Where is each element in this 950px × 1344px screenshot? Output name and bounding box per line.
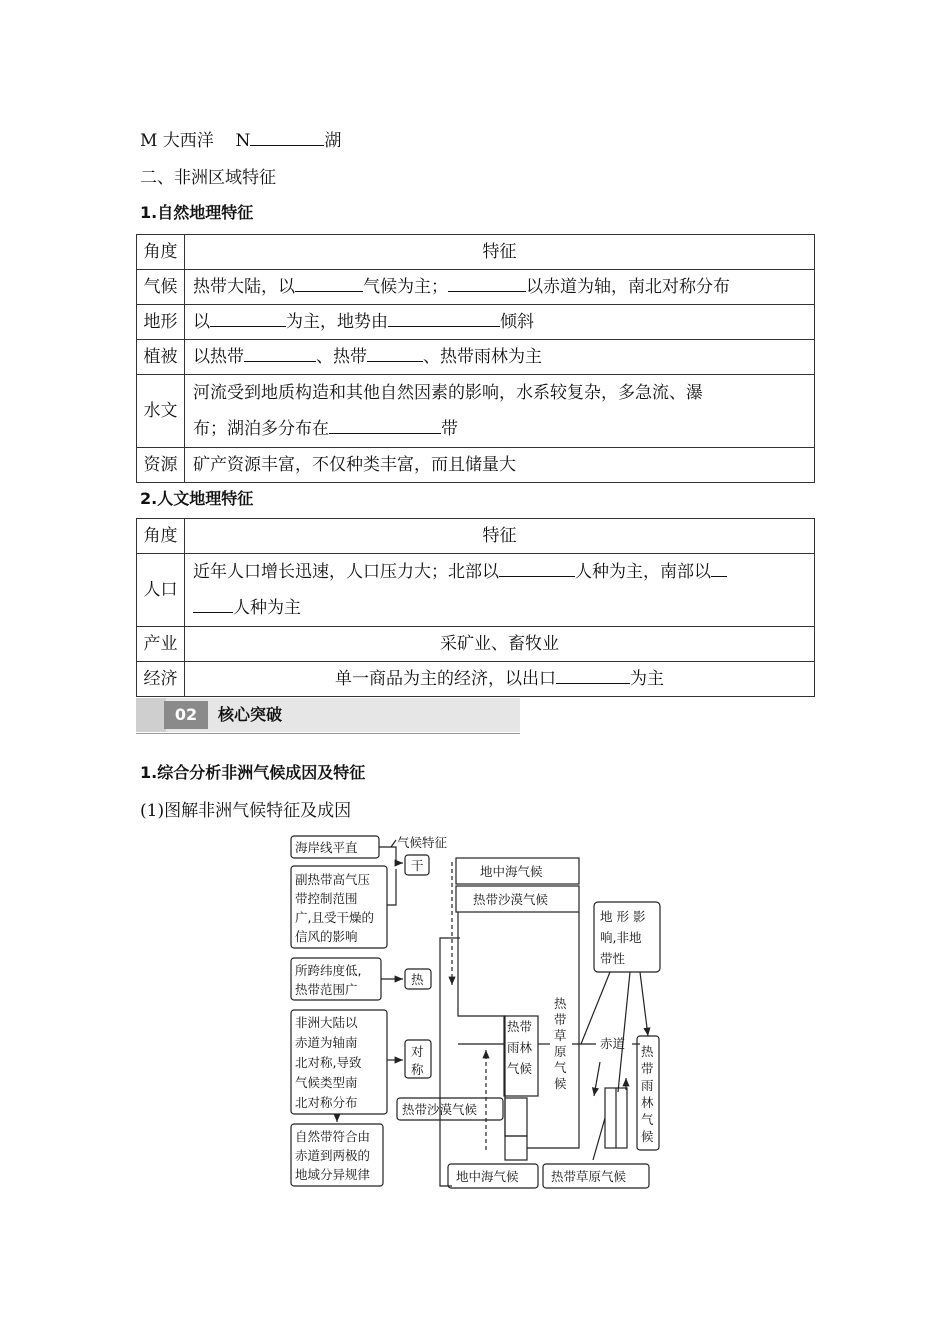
ocean-m-label: M 大西洋 <box>140 131 214 151</box>
savanna-mid-char: 草 <box>554 1028 567 1043</box>
lake-n-prefix: N <box>235 131 251 151</box>
rainforest-mid-line: 热带 <box>507 1019 533 1034</box>
subtropic-line: 带控制范围 <box>295 891 358 906</box>
desert-bot: 热带沙漠气候 <box>402 1102 478 1117</box>
savanna-mid-char: 候 <box>554 1076 567 1091</box>
terrain-line: 带性 <box>600 951 626 966</box>
vegetation-label: 植被 <box>137 340 185 375</box>
text: 、热带 <box>316 347 367 367</box>
terrain-label: 地形 <box>137 305 185 340</box>
subtropic-line: 副热带高气压 <box>295 872 371 887</box>
human-title: 2.人文地理特征 <box>140 489 254 508</box>
lake-n-suffix: 湖 <box>324 131 342 151</box>
economy-label: 经济 <box>137 662 185 697</box>
symm-reason-line: 赤道为轴南 <box>295 1035 358 1050</box>
symm-reason-line: 北对称,导致 <box>295 1055 362 1070</box>
med-bot: 地中海气候 <box>456 1169 519 1184</box>
rainforest-right-char: 带 <box>641 1061 654 1076</box>
text: 人种为主，南部以 <box>575 562 711 582</box>
hydrology-label: 水文 <box>137 375 185 448</box>
symm-reason-line: 气候类型南 <box>295 1075 358 1090</box>
savanna-mid-char: 气 <box>554 1060 567 1075</box>
text: 布；湖泊多分布在 <box>193 419 329 439</box>
header-angle: 角度 <box>137 519 185 554</box>
dry-text: 干 <box>411 858 424 873</box>
banner-label: 核心突破 <box>218 705 283 724</box>
box <box>505 1098 527 1136</box>
resources-label: 资源 <box>137 448 185 483</box>
section-title: 二、非洲区域特征 <box>140 168 276 188</box>
symm-text: 称 <box>411 1062 424 1077</box>
resources-text: 矿产资源丰富，不仅种类丰富，而且储量大 <box>185 448 815 483</box>
text: 单一商品为主的经济，以出口 <box>335 669 556 689</box>
zonal-line: 赤道到两极的 <box>295 1148 371 1163</box>
zonal-line: 地域分异规律 <box>295 1167 371 1182</box>
text: 以 <box>193 312 210 332</box>
rainforest-right-char: 雨 <box>641 1078 654 1093</box>
savanna-mid-char: 带 <box>554 1012 567 1027</box>
header-angle: 角度 <box>137 235 185 270</box>
symm-text: 对 <box>411 1044 424 1059</box>
subtropic-line: 广,且受干燥的 <box>295 910 374 925</box>
lowlat-line: 热带范围广 <box>295 982 358 997</box>
text: 河流受到地质构造和其他自然因素的影响，水系较复杂，多急流、瀑 <box>193 383 703 403</box>
savanna-bot: 热带草原气候 <box>551 1169 627 1184</box>
text: 为主，地势由 <box>286 312 388 332</box>
box <box>505 1136 527 1160</box>
rainforest-mid-line: 雨林 <box>507 1040 533 1055</box>
rainforest-mid-line: 气候 <box>507 1061 533 1076</box>
text: 、热带雨林为主 <box>423 347 542 367</box>
savanna-mid-char: 原 <box>554 1044 567 1059</box>
core-subtitle: (1)图解非洲气候特征及成因 <box>140 801 352 821</box>
feature-label: 气候特征 <box>397 835 448 850</box>
text: 人种为主 <box>233 598 301 618</box>
header-feature: 特征 <box>185 235 815 270</box>
terrain-line: 响,非地 <box>600 930 642 945</box>
banner-number: 02 <box>164 701 208 729</box>
core-title: 1.综合分析非洲气候成因及特征 <box>140 763 366 782</box>
text: 热带大陆，以 <box>193 277 295 297</box>
industry-text: 采矿业、畜牧业 <box>185 627 815 662</box>
text: 以热带 <box>193 347 244 367</box>
rainforest-right-char: 热 <box>641 1044 654 1059</box>
text: 气候为主； <box>363 277 448 297</box>
equator-label: 赤道 <box>600 1036 626 1051</box>
text: 倾斜 <box>500 312 534 332</box>
rainforest-right-char: 候 <box>641 1129 654 1144</box>
population-label: 人口 <box>137 554 185 627</box>
rainforest-right-char: 林 <box>641 1095 654 1110</box>
text: 为主 <box>630 669 664 689</box>
savanna-mid-char: 热 <box>554 996 567 1011</box>
text: 近年人口增长迅速，人口压力大；北部以 <box>193 562 499 582</box>
med-top: 地中海气候 <box>480 864 543 879</box>
natural-title: 1.自然地理特征 <box>140 203 254 222</box>
industry-label: 产业 <box>137 627 185 662</box>
coast-text: 海岸线平直 <box>295 840 358 855</box>
symm-reason-line: 非洲大陆以 <box>295 1015 358 1030</box>
rainforest-right-char: 气 <box>641 1112 654 1127</box>
zonal-line: 自然带符合由 <box>295 1129 371 1144</box>
terrain-line: 地 形 影 <box>600 909 646 924</box>
lowlat-line: 所跨纬度低, <box>295 963 362 978</box>
hot-text: 热 <box>411 972 424 987</box>
desert-top: 热带沙漠气候 <box>473 892 549 907</box>
subtropic-line: 信风的影响 <box>295 929 358 944</box>
climate-label: 气候 <box>137 270 185 305</box>
text: 以赤道为轴，南北对称分布 <box>526 277 730 297</box>
text: 带 <box>441 419 458 439</box>
header-feature: 特征 <box>185 519 815 554</box>
symm-reason-line: 北对称分布 <box>295 1095 358 1110</box>
